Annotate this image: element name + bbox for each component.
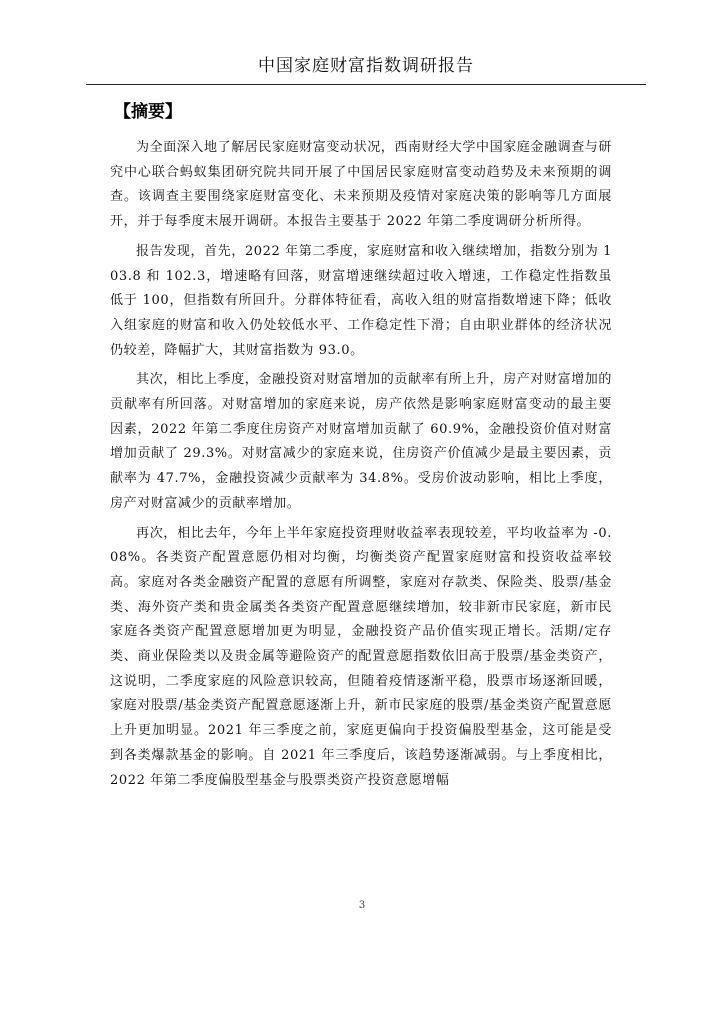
abstract-heading: 【摘要】 [114,102,182,122]
abstract-body [110,136,612,793]
abstract-paragraph-contribution: 其次，相比上季度，金融投资对财富增加的贡献率有所上升，房产对财富增加的贡献率有所回落。对财富增加的家庭来说，房产依然是影响家庭财富变动的最主要因素，2022 年第二季度住房资产对财富增加贡献了 60.9%，金融投资价值对财富增加贡献了 29.3%。对财富减少的家庭来说，住房资产价值减少是最主要因素，贡献率为 47.7%，金融投资减少贡献率为 34.8%。受房价波动影响，相比上季度，房产对财富减少的贡献率增加。 [110,372,613,511]
abstract-paragraph-investment: 再次，相比去年，今年上半年家庭投资理财收益率表现较差，平均收益率为 -0.08%。各类资产配置意愿仍相对均衡，均衡类资产配置家庭财富和投资收益率较高。家庭对各类金融资产配置的意愿有所调整，家庭对存款类、保险类、股票/基金类、海外资产类和贵金属类各类资产配置意愿继续增加，较非新市民家庭，新市民家庭各类资产配置意愿增加更为明显，金融投资产品价值实现正增长。活期/定存类、商业保险类以及贵金属等避险资产的配置意愿指数依旧高于股票/基金类资产，这说明，二季度家庭的风险意识较高，但随着疫情逐渐平稳，股票市场逐渐回暖，家庭对股票/基金类资产配置意愿逐渐上升，新市民家庭的股票/基金类资产配置意愿上升更加明显。2021 年三季度之前，家庭更偏向于投资偏股型基金，这可能是受到各类爆款基金的影响。自 2021 年三季度后，该趋势逐渐减弱。与上季度相比，2022 年第二季度偏股型基金与股票类资产投资意愿增幅 [110,525,612,788]
abstract-paragraph-intro: 为全面深入地了解居民家庭财富变动状况，西南财经大学中国家庭金融调查与研究中心联合蚂蚁集团研究院共同开展了中国居民家庭财富变动趋势及未来预期的调查。该调查主要围绕家庭财富变化、未来预期及疫情对家庭决策的影响等几方面展开，并于每季度末展开调研。本报告主要基于 2022 年第二季度调研分析所得。 [110,140,613,230]
report-title: 中国家庭财富指数调研报告 [258,56,474,76]
page-header [86,38,646,85]
page-number: 3 [358,900,366,911]
abstract-paragraph-wealth-income: 报告发现，首先，2022 年第二季度，家庭财富和收入继续增加，指数分别为 103.8 和 102.3，增速略有回落，财富增速继续超过收入增速，工作稳定性指数虽低于 100，但指数有所回升。分群体特征看，高收入组的财富指数增速下降；低收入组家庭的财富和收入仍处较低水平、工作稳定性下滑；自由职业群体的经济状况仍较差，降幅扩大，其财富指数为 93.0。 [110,243,612,358]
